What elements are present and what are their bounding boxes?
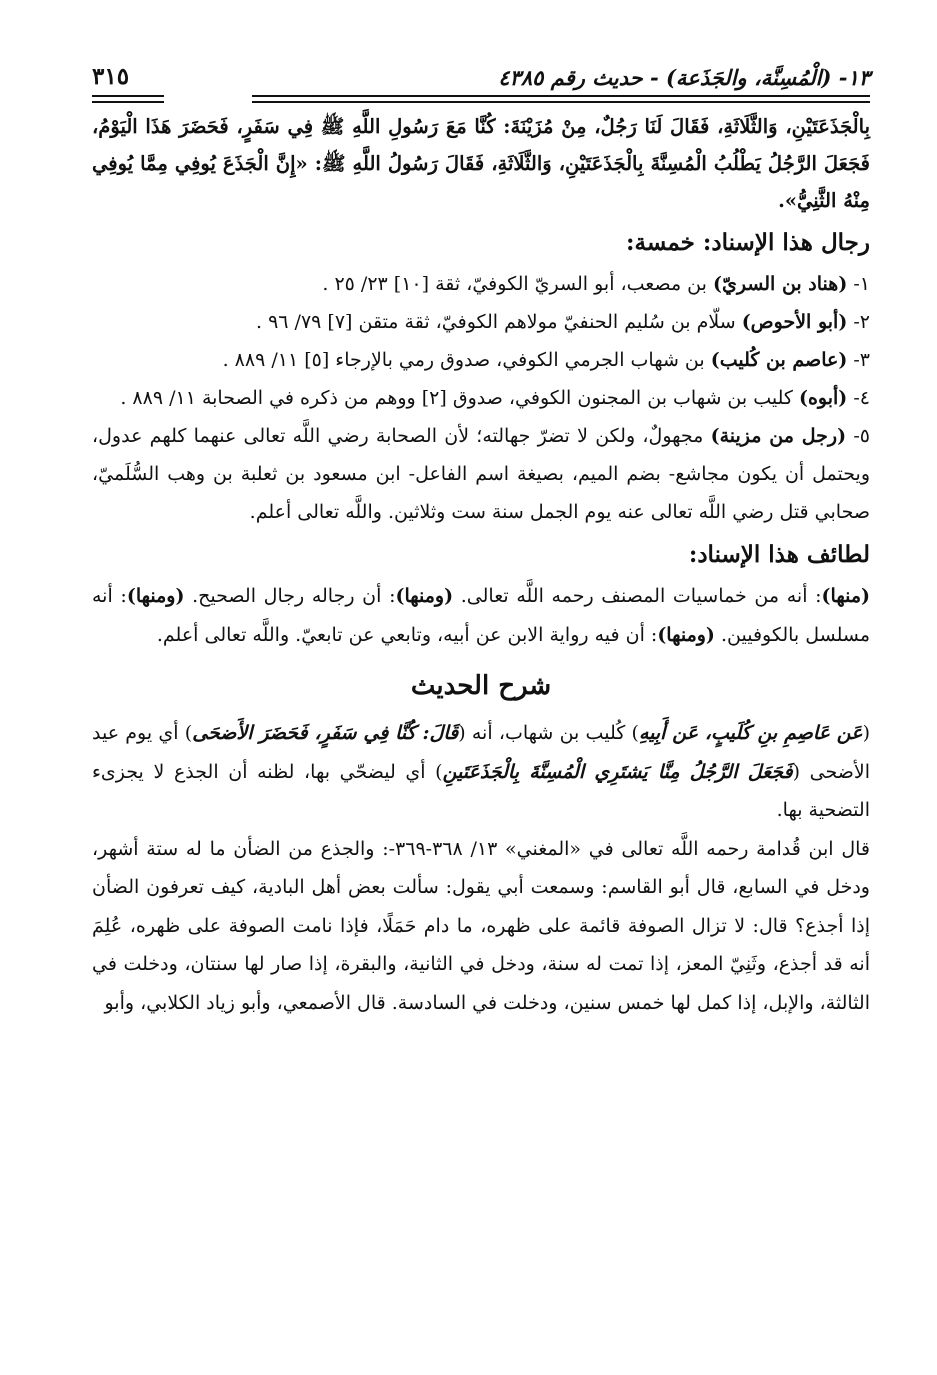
narrator-name: (رجل من مزينة) <box>710 425 847 447</box>
narrator-item-3 <box>92 341 870 379</box>
narrator-item-1 <box>92 265 870 303</box>
narrator-number: ٢- <box>847 311 870 333</box>
subtlety-text: : أنه مسلسل بالكوفيين. <box>92 585 870 646</box>
subtlety-text: : أن رجاله رجال الصحيح. <box>184 585 396 607</box>
narrator-number: ٣- <box>847 349 870 371</box>
subtlety-text: : أن فيه رواية الابن عن أبيه، وتابعي عن تابعيّ. واللَّه تعالى أعلم. <box>156 623 658 646</box>
commentary-text: ) أي ليضحّي بها، لظنه أن الجذع لا يجزىء التضحية بها. <box>92 760 870 821</box>
narrator-name: (أبو الأحوص) <box>741 311 848 333</box>
book-page <box>92 48 870 1338</box>
narrator-number: ٥- <box>846 425 870 447</box>
narrator-number: ١- <box>847 273 870 295</box>
page-number: ٣١٥ <box>92 63 130 90</box>
narrator-item-5 <box>92 417 870 531</box>
subtlety-label: (ومنها) <box>126 585 185 607</box>
subtlety-label: (ومنها) <box>395 585 454 607</box>
hadith-quote: فَجَعَلَ الرَّجُلُ مِنَّا يَشتَرِي الْمُسِنَّةَ بِالْجَذَعَتَينِ <box>442 760 793 783</box>
narrator-details: بن شهاب الجرمي الكوفي، صدوق رمي بالإرجاء [٥] ١١/ ٨٨٩ . <box>222 349 711 371</box>
commentary-text: ( <box>862 722 871 744</box>
header-double-rule-long <box>252 95 870 103</box>
commentary-title: شرح الحديث <box>410 671 552 701</box>
commentary-text: ) كُليب بن شهاب، أنه ( <box>458 722 639 744</box>
narrators-heading: رجال هذا الإسناد: خمسة: <box>626 229 870 256</box>
hadith-quote: قَالَ: كُنَّا فِي سَفَرٍ، فَحَضَرَ الأَضحَى <box>192 722 459 744</box>
narrator-item-4 <box>92 379 870 417</box>
narrator-name: (أبوه) <box>798 387 848 409</box>
narrator-details: مجهولٌ، ولكن لا تضرّ جهالته؛ لأن الصحابة رضي اللَّه تعالى عنهما كلهم عدول، ويحتمل أن يكون مجاشع- بضم الميم، بصيغة اسم الفاعل- ابن مسعود بن ثعلبة بن وهب السُّلَميّ، صحابي قتل رضي اللَّه تعالى عنه يوم الجمل سنة ست وثلاثين. واللَّه تعالى أعلم. <box>92 425 870 523</box>
header-double-rule-short <box>92 95 164 103</box>
narrator-name: (عاصم بن كُليب) <box>710 349 848 371</box>
subtlety-label: (ومنها) <box>657 623 715 646</box>
narrator-details: سلّام بن سُليم الحنفيّ مولاهم الكوفيّ، ثقة متقن [٧] ٧٩/ ٩٦ . <box>255 311 742 333</box>
commentary-paragraph-1 <box>92 714 870 830</box>
narrator-details: كليب بن شهاب بن المجنون الكوفي، صدوق [٢] ووهم من ذكره في الصحابة ١١/ ٨٨٩ . <box>120 387 799 409</box>
running-title: ١٣- (الْمُسِنَّة، والجَذَعة) - حديث رقم ٤٣٨٥ <box>498 65 870 90</box>
subtlety-text: : أنه من خماسيات المصنف رحمه اللَّه تعالى. <box>453 585 822 607</box>
commentary-text: ) أي يوم عيد الأضحى ( <box>92 722 870 783</box>
narrator-name: (هناد بن السريّ) <box>712 273 848 295</box>
hadith-quote: عَن عَاصِمِ بنِ كُلَيبٍ، عَن أَبِيهِ <box>638 722 863 744</box>
subtleties-paragraph <box>92 577 870 654</box>
narrator-details: بن مصعب، أبو السريّ الكوفيّ، ثقة [١٠] ٢٣/ ٢٥ . <box>322 273 713 295</box>
header-rule <box>92 92 870 106</box>
narrator-number: ٤- <box>847 387 870 409</box>
commentary-paragraph-2: قال ابن قُدامة رحمه اللَّه تعالى في «المغني» ١٣/ ٣٦٨-٣٦٩-: والجذع من الضأن ما له ستة أشهر، ودخل في السابع، قال أبو القاسم: وسمعت أبي يقول: سألت بعض أهل البادية، كيف تعرفون الضأن إذا أجذع؟ قال: لا تزال الصوفة قائمة على ظهره، ما دام حَمَلًا، فإذا نامت الصوفة على ظهره، عُلِمَ أنه قد أجذع، وثَنِيّ المعز، إذا تمت له سنة، ودخل في الثانية، والبقرة، إذا صار لها سنتان، ودخلت في الثالثة، والإبل، إذا كمل لها خمس سنين، ودخلت في السادسة. قال الأصمعي، وأبو زياد الكلابي، وأبو <box>92 837 870 1014</box>
subtleties-heading: لطائف هذا الإسناد: <box>688 541 870 568</box>
hadith-text: بِالْجَذَعَتَيْنِ، وَالثَّلَاثَةِ، فَقَالَ لَنَا رَجُلٌ، مِنْ مُزَيْنَةَ: كُنَّا مَعَ رَسُولِ اللَّهِ ﷺ فِي سَفَرٍ، فَحَضَرَ هَذَا الْيَوْمُ، فَجَعَلَ الرَّجُلُ يَطْلُبُ الْمُسِنَّةَ بِالْجَذَعَتَيْنِ، وَالثَّلَاثَةِ، فَقَالَ رَسُولُ اللَّهِ ﷺ: «إِنَّ الْجَذَعَ يُوفِي مِمَّا يُوفِي مِنْهُ الثَّنِيُّ». <box>92 115 870 212</box>
page-header <box>92 48 870 90</box>
subtlety-label: (منها) <box>821 585 870 607</box>
narrator-item-2 <box>92 303 870 341</box>
